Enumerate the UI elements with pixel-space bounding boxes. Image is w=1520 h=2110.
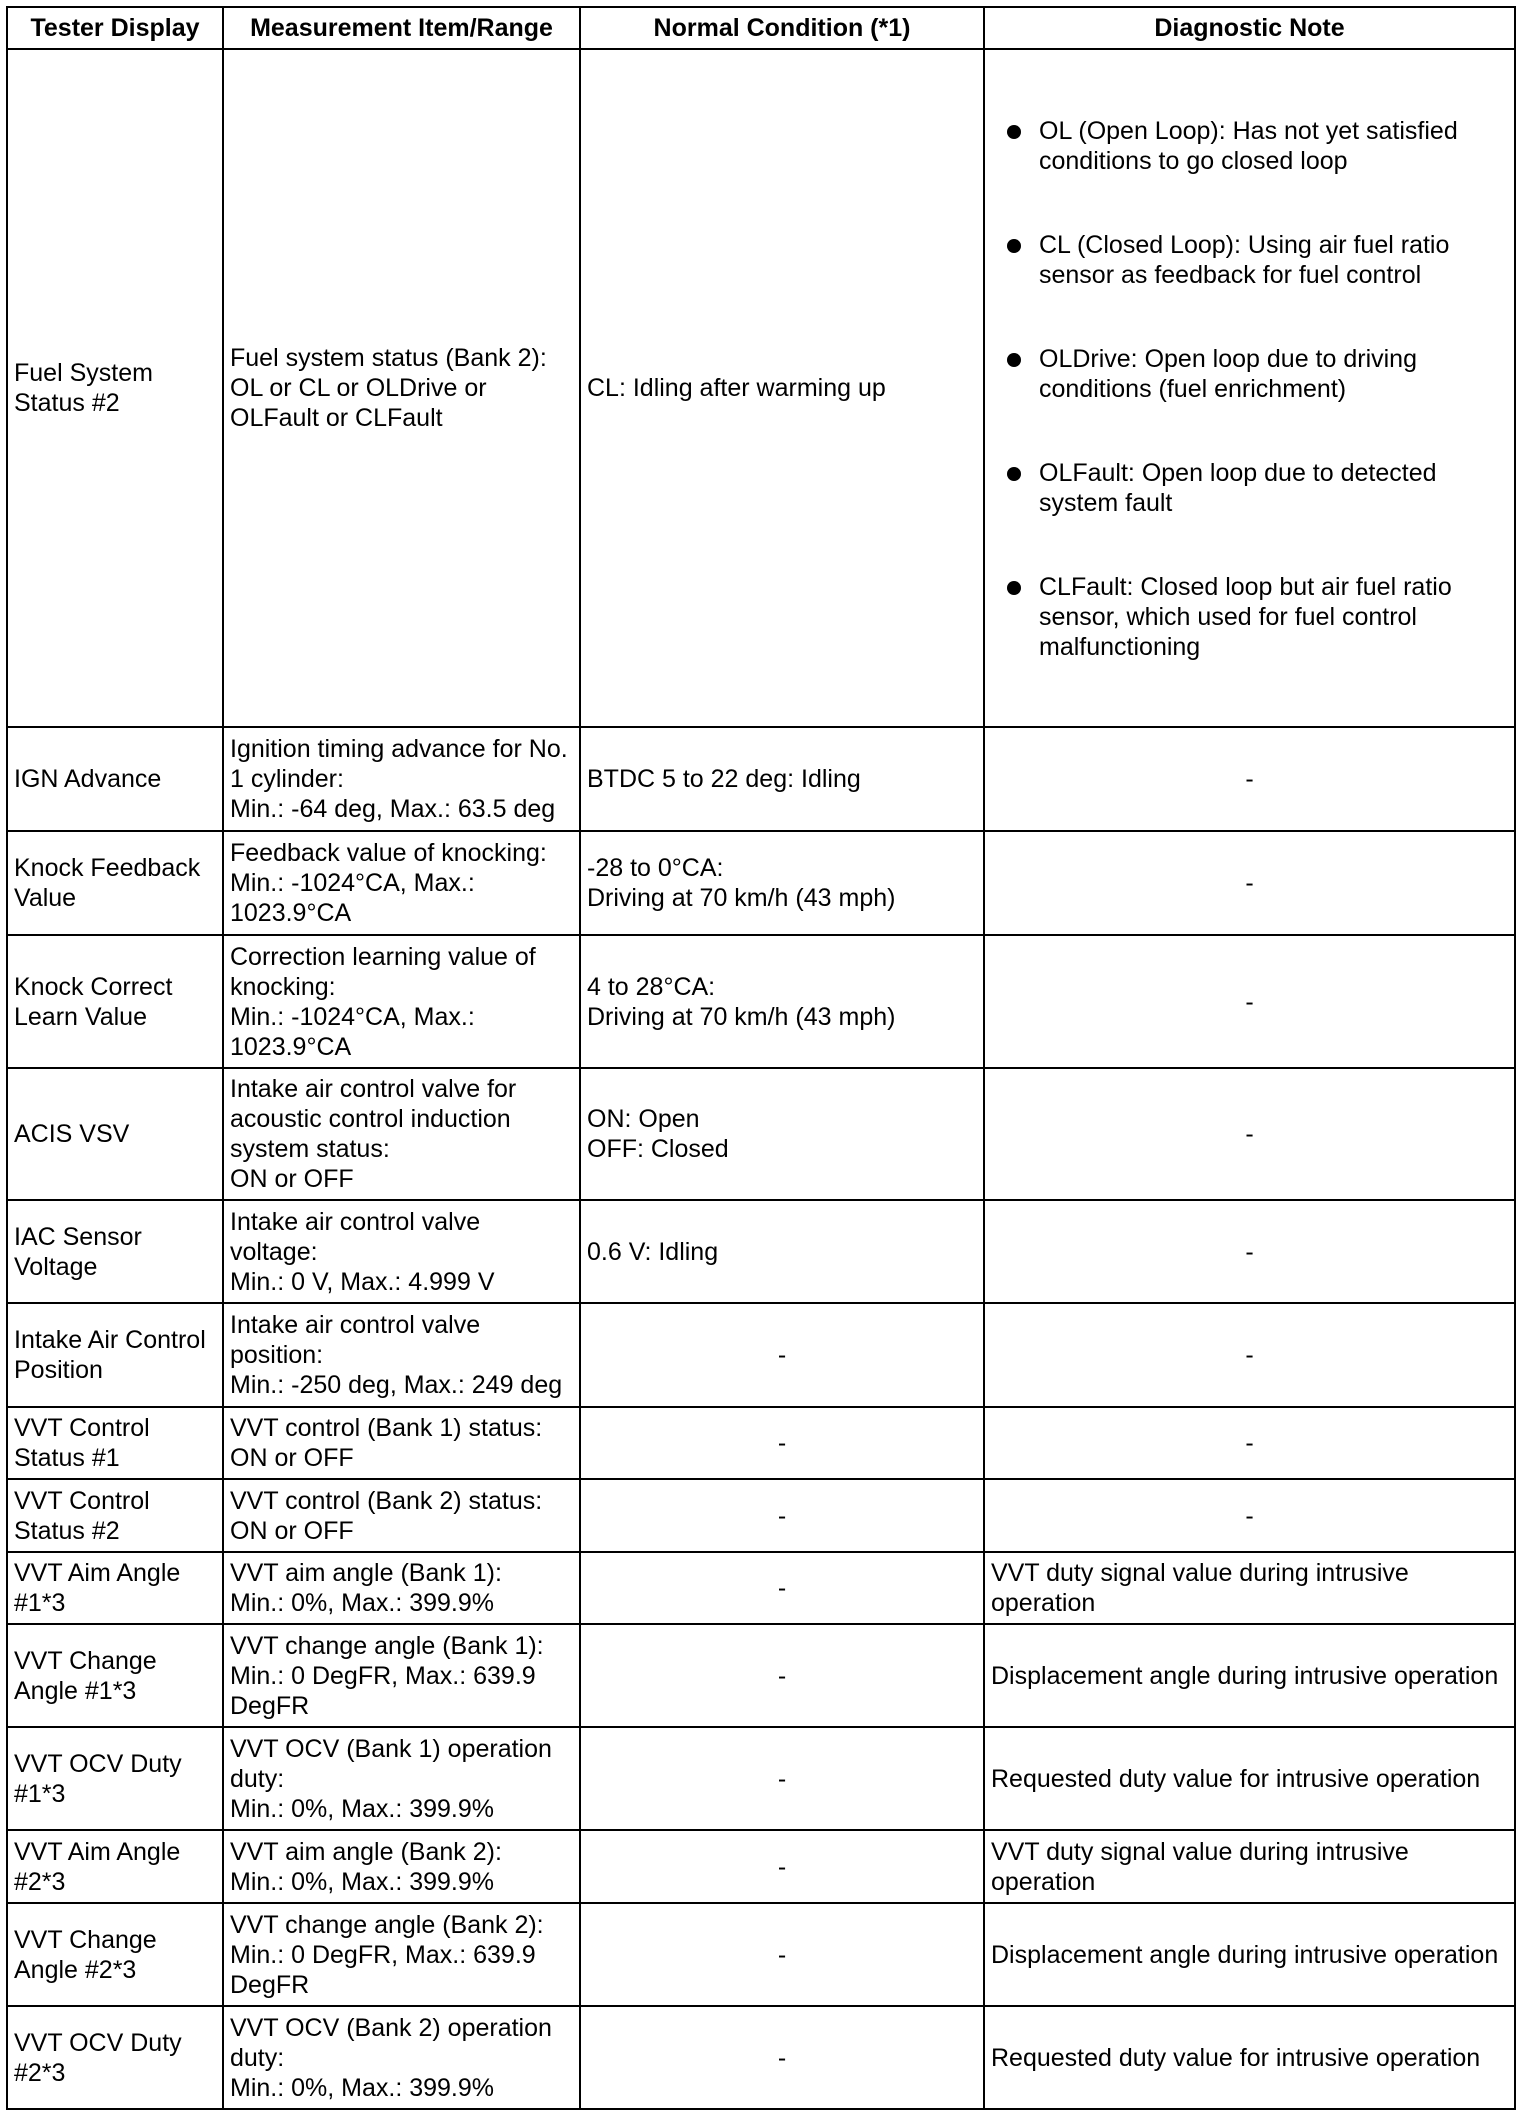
- cell-tester-display: VVT OCV Duty #1*3: [7, 1727, 223, 1830]
- cell-tester-display: VVT OCV Duty #2*3: [7, 2006, 223, 2109]
- header-measurement: Measurement Item/Range: [223, 7, 580, 49]
- cell-measurement: Intake air control valve position: Min.: -250 deg, Max.: 249 deg: [223, 1303, 580, 1407]
- cell-measurement: Intake air control valve for acoustic control induction system status: ON or OFF: [223, 1068, 580, 1200]
- cell-diagnostic-note: [984, 49, 1515, 727]
- cell-normal-condition: CL: Idling after warming up: [580, 49, 984, 727]
- cell-normal-condition: -28 to 0°CA: Driving at 70 km/h (43 mph): [580, 831, 984, 935]
- table-row: [7, 727, 1515, 831]
- cell-normal-condition: 4 to 28°CA: Driving at 70 km/h (43 mph): [580, 935, 984, 1068]
- table-row: [7, 1303, 1515, 1407]
- header-diagnostic-note: Diagnostic Note: [984, 7, 1515, 49]
- cell-tester-display: IAC Sensor Voltage: [7, 1200, 223, 1303]
- cell-measurement: VVT OCV (Bank 1) operation duty: Min.: 0%, Max.: 399.9%: [223, 1727, 580, 1830]
- bullet-text: CL (Closed Loop): Using air fuel ratio sensor as feedback for fuel control: [1039, 231, 1450, 289]
- cell-diagnostic-note: -: [984, 1068, 1515, 1200]
- header-normal-condition: Normal Condition (*1): [580, 7, 984, 49]
- table-header-row: [7, 7, 1515, 49]
- cell-measurement: Feedback value of knocking: Min.: -1024°CA, Max.: 1023.9°CA: [223, 831, 580, 935]
- cell-diagnostic-note: -: [984, 1479, 1515, 1552]
- table-row: [7, 831, 1515, 935]
- bullet-icon: [1007, 353, 1021, 367]
- table-row: [7, 2006, 1515, 2109]
- cell-tester-display: VVT Aim Angle #1*3: [7, 1552, 223, 1624]
- cell-measurement: VVT control (Bank 1) status: ON or OFF: [223, 1407, 580, 1479]
- cell-tester-display: Knock Feedback Value: [7, 831, 223, 935]
- cell-diagnostic-note: -: [984, 1407, 1515, 1479]
- list-item: [1005, 344, 1506, 404]
- cell-normal-condition: -: [580, 1903, 984, 2006]
- table-row: [7, 1200, 1515, 1303]
- cell-normal-condition: BTDC 5 to 22 deg: Idling: [580, 727, 984, 831]
- table-row: [7, 935, 1515, 1068]
- list-item: [1005, 458, 1506, 518]
- list-item: [1005, 116, 1506, 176]
- cell-diagnostic-note: Requested duty value for intrusive operation: [984, 2006, 1515, 2109]
- table-row: [7, 1479, 1515, 1552]
- cell-tester-display: Knock Correct Learn Value: [7, 935, 223, 1068]
- table-row: [7, 1552, 1515, 1624]
- cell-diagnostic-note: -: [984, 831, 1515, 935]
- cell-tester-display: IGN Advance: [7, 727, 223, 831]
- cell-diagnostic-note: -: [984, 935, 1515, 1068]
- bullet-text: OLDrive: Open loop due to driving conditions (fuel enrichment): [1039, 345, 1417, 403]
- bullet-text: OL (Open Loop): Has not yet satisfied conditions to go closed loop: [1039, 117, 1458, 175]
- cell-normal-condition: -: [580, 2006, 984, 2109]
- cell-diagnostic-note: Requested duty value for intrusive operation: [984, 1727, 1515, 1830]
- cell-tester-display: Fuel System Status #2: [7, 49, 223, 727]
- table-row: [7, 1727, 1515, 1830]
- bullet-icon: [1007, 125, 1021, 139]
- cell-tester-display: VVT Change Angle #2*3: [7, 1903, 223, 2006]
- table-row: [7, 1068, 1515, 1200]
- bullet-text: OLFault: Open loop due to detected system fault: [1039, 459, 1437, 517]
- cell-normal-condition: -: [580, 1830, 984, 1903]
- cell-normal-condition: -: [580, 1727, 984, 1830]
- cell-diagnostic-note: VVT duty signal value during intrusive operation: [984, 1552, 1515, 1624]
- cell-tester-display: VVT Aim Angle #2*3: [7, 1830, 223, 1903]
- table-row: [7, 1624, 1515, 1727]
- bullet-text: CLFault: Closed loop but air fuel ratio sensor, which used for fuel control malfunctioning: [1039, 573, 1452, 661]
- header-tester-display: Tester Display: [7, 7, 223, 49]
- list-item: [1005, 230, 1506, 290]
- bullet-icon: [1007, 239, 1021, 253]
- cell-diagnostic-note: -: [984, 1303, 1515, 1407]
- cell-normal-condition: ON: Open OFF: Closed: [580, 1068, 984, 1200]
- cell-normal-condition: -: [580, 1479, 984, 1552]
- cell-tester-display: VVT Control Status #1: [7, 1407, 223, 1479]
- cell-tester-display: ACIS VSV: [7, 1068, 223, 1200]
- diagnostic-bullet-list: [1005, 86, 1506, 692]
- cell-measurement: Fuel system status (Bank 2): OL or CL or OLDrive or OLFault or CLFault: [223, 49, 580, 727]
- cell-measurement: Ignition timing advance for No. 1 cylinder: Min.: -64 deg, Max.: 63.5 deg: [223, 727, 580, 831]
- cell-normal-condition: -: [580, 1552, 984, 1624]
- data-list-table: [6, 6, 1516, 2110]
- cell-normal-condition: -: [580, 1303, 984, 1407]
- cell-diagnostic-note: Displacement angle during intrusive operation: [984, 1903, 1515, 2006]
- table-row: [7, 1830, 1515, 1903]
- cell-normal-condition: -: [580, 1407, 984, 1479]
- cell-measurement: VVT aim angle (Bank 2): Min.: 0%, Max.: 399.9%: [223, 1830, 580, 1903]
- cell-diagnostic-note: Displacement angle during intrusive operation: [984, 1624, 1515, 1727]
- cell-measurement: VVT OCV (Bank 2) operation duty: Min.: 0%, Max.: 399.9%: [223, 2006, 580, 2109]
- bullet-icon: [1007, 467, 1021, 481]
- cell-measurement: VVT change angle (Bank 2): Min.: 0 DegFR, Max.: 639.9 DegFR: [223, 1903, 580, 2006]
- cell-measurement: VVT control (Bank 2) status: ON or OFF: [223, 1479, 580, 1552]
- cell-measurement: Correction learning value of knocking: Min.: -1024°CA, Max.: 1023.9°CA: [223, 935, 580, 1068]
- cell-diagnostic-note: -: [984, 1200, 1515, 1303]
- list-item: [1005, 572, 1506, 662]
- cell-tester-display: VVT Control Status #2: [7, 1479, 223, 1552]
- cell-measurement: Intake air control valve voltage: Min.: 0 V, Max.: 4.999 V: [223, 1200, 580, 1303]
- bullet-icon: [1007, 581, 1021, 595]
- table-row: [7, 1903, 1515, 2006]
- cell-tester-display: VVT Change Angle #1*3: [7, 1624, 223, 1727]
- cell-normal-condition: -: [580, 1624, 984, 1727]
- cell-tester-display: Intake Air Control Position: [7, 1303, 223, 1407]
- cell-diagnostic-note: -: [984, 727, 1515, 831]
- cell-normal-condition: 0.6 V: Idling: [580, 1200, 984, 1303]
- table-row: [7, 49, 1515, 727]
- cell-measurement: VVT change angle (Bank 1): Min.: 0 DegFR, Max.: 639.9 DegFR: [223, 1624, 580, 1727]
- cell-diagnostic-note: VVT duty signal value during intrusive operation: [984, 1830, 1515, 1903]
- cell-measurement: VVT aim angle (Bank 1): Min.: 0%, Max.: 399.9%: [223, 1552, 580, 1624]
- table-row: [7, 1407, 1515, 1479]
